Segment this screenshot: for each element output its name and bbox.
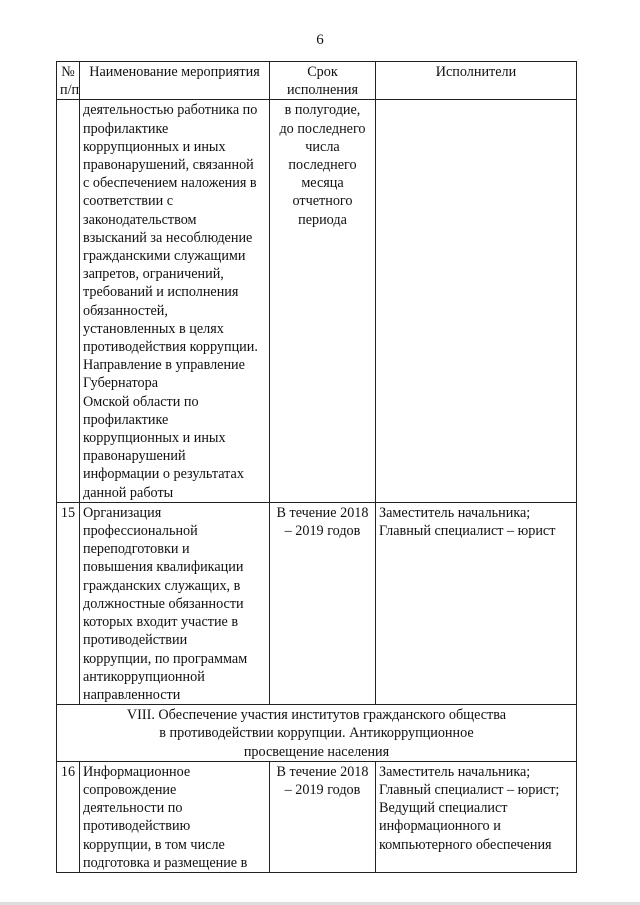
row-num: 15 <box>57 502 80 704</box>
row-name-line: противодействия коррупции. <box>83 339 258 356</box>
section-heading-line: в противодействии коррупции. Антикоррупционное <box>159 725 474 742</box>
row-executors <box>376 761 577 872</box>
row-name-line: соответствии с <box>83 193 174 210</box>
section-heading-line: просвещение населения <box>243 743 390 760</box>
header-term-line: исполнения <box>286 82 359 99</box>
row-term-line: В течение 2018 <box>276 504 369 521</box>
row-name-line: профилактике <box>83 411 169 428</box>
section-heading-row <box>57 705 577 762</box>
page-number: 6 <box>316 32 324 48</box>
row-executor-line: Заместитель начальника; <box>379 763 531 780</box>
row-name-line: направленности <box>83 686 181 703</box>
row-executors <box>376 100 577 502</box>
header-term <box>270 62 376 100</box>
row-name <box>80 761 270 872</box>
row-name-line: требований и исполнения <box>83 284 239 301</box>
header-executors-text: Исполнители <box>435 64 517 80</box>
row-name-line: взысканий за несоблюдение <box>83 229 253 246</box>
header-name <box>80 62 270 100</box>
row-name-line: правонарушений <box>83 448 186 465</box>
header-num <box>57 62 80 100</box>
row-term-line: до последнего <box>279 120 366 137</box>
row-term <box>270 100 376 502</box>
table-row <box>57 761 577 872</box>
row-name-line: профилактике <box>83 120 169 137</box>
row-name <box>80 100 270 502</box>
header-executors <box>376 62 577 100</box>
section-heading <box>57 705 577 762</box>
row-name-line: коррупции, в том числе <box>83 836 225 853</box>
row-name <box>80 502 270 704</box>
row-name-line: противодействии <box>83 632 188 649</box>
row-name-line: законодательством <box>83 211 197 228</box>
row-term <box>270 761 376 872</box>
row-executor-line: Главный специалист – юрист; <box>379 781 560 798</box>
row-executor-line: Заместитель начальника; <box>379 504 531 521</box>
table-row <box>57 502 577 704</box>
header-num-line: п/п <box>60 82 80 99</box>
row-name-line: должностные обязанности <box>83 595 244 612</box>
row-executor-line: информационного и <box>379 818 501 835</box>
row-name-line: коррупционных и иных <box>83 138 226 155</box>
row-name-line: данной работы <box>83 484 174 501</box>
row-executor-line: Ведущий специалист <box>379 800 508 817</box>
row-name-line: антикоррупционной <box>83 668 205 685</box>
row-name-line: сопровождение <box>83 781 177 798</box>
row-executors <box>376 502 577 704</box>
row-num: 16 <box>57 761 80 872</box>
row-term-line: последнего <box>288 157 357 174</box>
row-name-line: переподготовки и <box>83 541 190 558</box>
row-name-line: информации о результатах <box>83 466 244 483</box>
row-name-line: запретов, ограничений, <box>83 266 224 283</box>
header-name-text: Наименование мероприятия <box>89 64 260 80</box>
row-name-line: Организация <box>83 504 162 521</box>
row-name-line: обязанностей, <box>83 302 168 319</box>
row-name-line: с обеспечением наложения в <box>83 175 257 192</box>
row-term-line: числа <box>305 138 340 155</box>
table-row <box>57 100 577 502</box>
section-heading-line: VIII. Обеспечение участия институтов гражданского общества <box>126 707 507 724</box>
row-name-line: гражданских служащих, в <box>83 577 241 594</box>
row-executor-line: компьютерного обеспечения <box>379 836 552 853</box>
header-term-line: Срок <box>307 64 338 80</box>
row-name-line: установленных в целях <box>83 320 224 337</box>
row-name-line: Информационное <box>83 763 191 780</box>
header-num-line: № <box>61 64 75 80</box>
row-name-line: профессиональной <box>83 523 198 540</box>
row-term-line: месяца <box>301 175 344 192</box>
row-term-line: в полугодие, <box>284 102 361 119</box>
row-name-line: противодействию <box>83 818 191 835</box>
row-name-line: подготовка и размещение в <box>83 854 248 871</box>
row-name-line: Направление в управление <box>83 357 245 374</box>
row-name-line: коррупционных и иных <box>83 430 226 447</box>
row-term-line: – 2019 годов <box>284 523 361 540</box>
table-header-row <box>57 62 577 100</box>
row-term-line: отчетного <box>292 193 353 210</box>
row-num <box>57 100 80 502</box>
row-name-line: повышения квалификации <box>83 559 244 576</box>
row-name-line: Губернатора <box>83 375 159 392</box>
row-term-line: – 2019 годов <box>284 781 361 798</box>
row-name-line: коррупции, по программам <box>83 650 248 667</box>
row-executor-line: Главный специалист – юрист <box>379 523 556 540</box>
row-term <box>270 502 376 704</box>
row-name-line: Омской области по <box>83 393 199 410</box>
measures-table <box>56 61 577 873</box>
row-name-line: гражданскими служащими <box>83 248 246 265</box>
row-term-line: периода <box>298 211 347 228</box>
row-name-line: деятельностью работника по <box>83 102 258 119</box>
row-name-line: деятельности по <box>83 800 183 817</box>
row-term-line: В течение 2018 <box>276 763 369 780</box>
row-name-line: которых входит участие в <box>83 614 239 631</box>
row-name-line: правонарушений, связанной <box>83 157 254 174</box>
